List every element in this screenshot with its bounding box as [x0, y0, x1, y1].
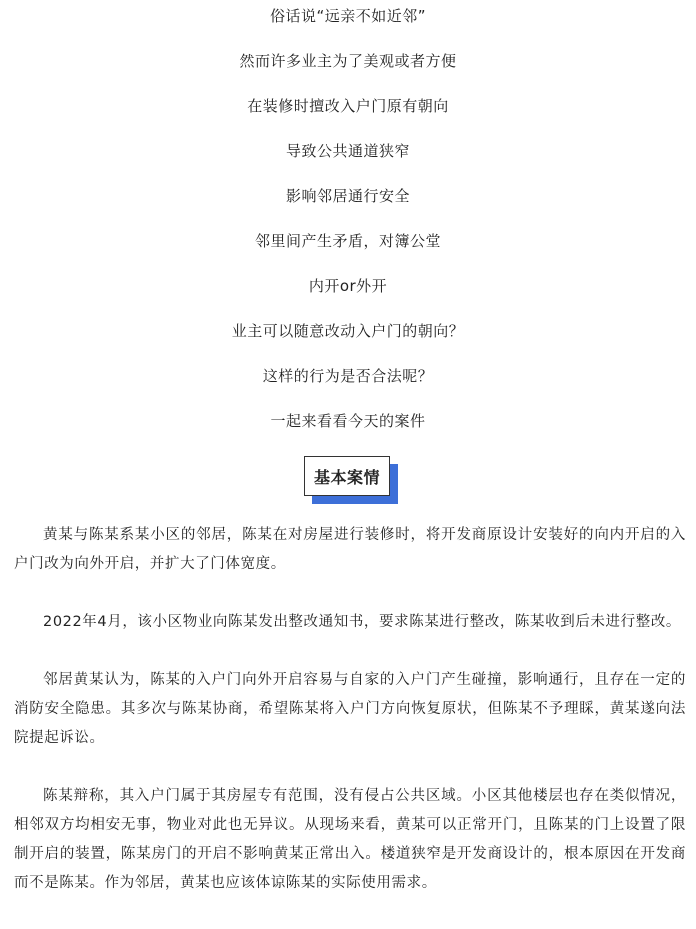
intro-line: 导致公共通道狭窄	[285, 142, 410, 160]
case-paragraph: 邻居黄某认为，陈某的入户门向外开启容易与自家的入户门产生碰撞，影响通行，且存在一定的消防安全隐患。其多次与陈某协商，希望陈某将入户门方向恢复原状，但陈某不予理睬，黄某遂向法院提起诉讼。	[14, 672, 686, 746]
intro-line: 在装修时擅改入户门原有朝向	[247, 97, 449, 115]
case-paragraph: 黄某与陈某系某小区的邻居，陈某在对房屋进行装修时，将开发商原设计安装好的向内开启的入户门改为向外开启，并扩大了门体宽度。	[14, 527, 686, 572]
intro-line: 一起来看看今天的案件	[270, 412, 426, 430]
intro-line: 邻里间产生矛盾，对簿公堂	[254, 232, 441, 250]
intro-line: 这样的行为是否合法呢？	[262, 367, 434, 385]
case-paragraph: 陈某辩称，其入户门属于其房屋专有范围，没有侵占公共区域。小区其他楼层也存在类似情况，相邻双方均相安无事，物业对此也无异议。从现场来看，黄某可以正常开门，且陈某的门上设置了限制开启的装置，陈某房门的开启不影响黄某正常出入。楼道狭窄是开发商设计的，根本原因在开发商而不是陈某。作为邻居，黄某也应该体谅陈某的实际使用需求。	[14, 788, 686, 891]
intro-line: 影响邻居通行安全	[285, 187, 410, 205]
intro-line: 内开or外开	[308, 277, 388, 295]
case-paragraph: 2022年4月，该小区物业向陈某发出整改通知书，要求陈某进行整改，陈某收到后未进行整改。	[43, 614, 682, 630]
section-heading-label: 基本案情	[304, 456, 390, 496]
case-body	[14, 521, 686, 927]
intro-line: 然而许多业主为了美观或者方便	[239, 52, 457, 70]
intro-line: 俗话说“远亲不如近邻”	[269, 7, 427, 25]
section-heading	[304, 456, 390, 496]
intro-line: 业主可以随意改动入户门的朝向？	[231, 322, 465, 340]
